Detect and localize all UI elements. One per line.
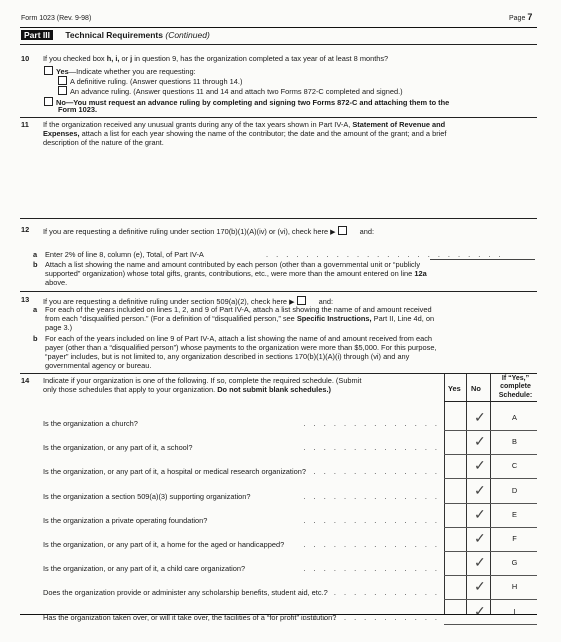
check-mark-icon[interactable]: ✓	[474, 555, 486, 572]
q14-schedule-letter: C	[511, 461, 518, 471]
q14-number: 14	[21, 376, 30, 385]
q12-rule	[20, 291, 537, 292]
q14-line2	[43, 386, 331, 395]
q12-b-line3: above.	[45, 278, 68, 287]
q10-no-text-1: —You must request an advance ruling by completing and signing two Forms 872-C and attaching them to the	[65, 98, 450, 107]
q14-yes-cell[interactable]	[446, 577, 464, 599]
col-divider-sched	[490, 374, 491, 614]
q12-a-text: Enter 2% of line 8, column (e), Total, of Part IV-A	[45, 250, 204, 259]
q14-row-question: Is the organization, or any part of it, a hospital or medical research organization?	[43, 467, 306, 477]
q14-row-question: Is the organization a private operating foundation?	[43, 515, 208, 525]
q14-yes-cell[interactable]	[446, 602, 464, 624]
q10-opt-b-text: An advance ruling. (Answer questions 11 and 14 and attach two Forms 872-C completed and signed.)	[70, 87, 403, 96]
arrow-icon: ▶	[330, 229, 336, 236]
q10-text-c: or	[121, 54, 129, 63]
q14-row-question: Is the organization, or any part of it, a child care organization?	[43, 564, 246, 574]
q10-yes-label: Yes	[56, 67, 69, 76]
q12-b-line1: Attach a list showing the name and amount contributed by each person (other than a governmental unit or “publicly	[45, 260, 421, 269]
q13-a-line2b: Specific Instructions,	[296, 314, 372, 323]
q12-a-letter: a	[33, 250, 38, 259]
check-mark-icon[interactable]: ✓	[474, 458, 486, 475]
arrow-icon: ▶	[289, 299, 295, 306]
q13-a-line1: For each of the years included on lines 1, 2, and 9 of Part IV-A, attach a list showing the name of and amount received	[45, 305, 432, 314]
check-mark-icon[interactable]: ✓	[474, 482, 486, 499]
row-rule	[444, 551, 537, 552]
q12-number: 12	[21, 225, 30, 234]
q10-opt-a-text: A definitive ruling. (Answer questions 11 through 14.)	[70, 77, 243, 86]
q12-and: and:	[359, 227, 375, 236]
q14-row-question: Is the organization a section 509(a)(3) supporting organization?	[43, 491, 251, 501]
q12-b-line2	[45, 270, 427, 279]
col-sched-3: Schedule:	[498, 391, 533, 399]
q13-a-line2	[45, 315, 434, 324]
q13-text: If you are requesting a definitive ruling under section 509(a)(2), check here	[43, 297, 288, 306]
q10-rule	[20, 117, 537, 118]
q14-schedule-letter: I	[513, 606, 516, 616]
check-mark-icon[interactable]: ✓	[474, 603, 486, 620]
q14-header-rule	[444, 401, 537, 402]
q14-schedule-letter: H	[511, 582, 518, 592]
q10-no-row[interactable]	[44, 97, 449, 108]
leader-dots: . . . . . . . . . . . . . .	[303, 612, 440, 622]
col-divider-no	[466, 374, 467, 614]
q13-a-line2c: Part II, Line 4d, on	[373, 314, 435, 323]
header-rule	[20, 27, 537, 28]
q10-yes-text: —Indicate whether you are requesting:	[68, 67, 196, 76]
q10-opt-b-row[interactable]	[58, 86, 403, 97]
q12-a-amount-field[interactable]	[430, 259, 535, 260]
col-yes-header: Yes	[448, 384, 461, 393]
q10-opt-a-checkbox[interactable]	[58, 76, 67, 85]
q14-line2b: Do not submit blank schedules.)	[217, 385, 331, 394]
q13-a-line3: page 3.)	[45, 323, 73, 332]
q11-rule	[20, 218, 537, 219]
q10-no-checkbox[interactable]	[44, 97, 53, 106]
q10-no-text-2: Form 1023.	[58, 105, 98, 114]
leader-dots: . . . . . . . . . . . . . .	[303, 515, 440, 525]
leader-dots: . . . . . . . . . . . . . .	[303, 467, 440, 477]
q14-schedule-letter: B	[512, 437, 517, 447]
q14-yes-cell[interactable]	[446, 553, 464, 575]
q11-line2b: attach a list for each year showing the name of the contributor; the date and the amount of the grant; and a brief	[81, 129, 447, 138]
col-sched-header	[493, 375, 538, 400]
row-rule	[444, 454, 537, 455]
q13-checkbox[interactable]	[297, 296, 306, 305]
q12-b-letter: b	[33, 260, 38, 269]
q12-question	[43, 226, 374, 238]
part-rule	[20, 44, 537, 45]
q12-checkbox[interactable]	[338, 226, 347, 235]
col-no-header: No	[471, 384, 481, 393]
q14-line2a: only those schedules that apply to your organization.	[43, 385, 216, 394]
q14-schedule-letter: G	[511, 558, 518, 568]
q14-yes-cell[interactable]	[446, 529, 464, 551]
bottom-rule	[20, 614, 537, 615]
q10-opt-a-row[interactable]	[58, 76, 242, 87]
q12-a-leader-dots: . . . . . . . . . . . . . . . . . . . . . . . .	[266, 250, 504, 259]
q11-line1b: Statement of Revenue and	[352, 120, 446, 129]
leader-dots: . . . . . . . . . . . . . .	[303, 564, 440, 574]
q14-schedule-letter: D	[511, 485, 518, 495]
check-mark-icon[interactable]: ✓	[474, 434, 486, 451]
col-sched-1: If “Yes,”	[501, 375, 530, 382]
q10-text-d: j	[130, 54, 133, 63]
q14-row-question: Does the organization provide or administer any scholarship benefits, student aid, etc.?	[43, 588, 328, 598]
q12-text: If you are requesting a definitive ruling under section 170(b)(1)(A)(iv) or (vi), check here	[43, 227, 329, 236]
row-rule	[444, 599, 537, 600]
leader-dots: . . . . . . . . . . . . . .	[303, 491, 440, 501]
q11-line3: description of the nature of the grant.	[43, 138, 164, 147]
form-id: Form 1023 (Rev. 9-98)	[21, 15, 92, 22]
q10-yes-checkbox[interactable]	[44, 66, 53, 75]
q14-row-question: Is the organization, or any part of it, a home for the aged or handicapped?	[43, 540, 285, 549]
leader-dots: . . . . . . . . . . . . . .	[303, 540, 440, 549]
q14-line1: Indicate if your organization is one of the following. If so, complete the required schedule. (Submit	[43, 376, 362, 385]
q13-b-line1: For each of the years included on line 9 of Part IV-A, attach a list showing the name of and amount received from each	[45, 334, 432, 343]
q13-b-line2: payer (other than a “disqualified person”) whose payments to the organization were more than $5,000. For this purpose,	[45, 343, 437, 352]
part-label: Part III	[21, 30, 53, 40]
page-num: 7	[527, 12, 533, 22]
q13-a-letter: a	[33, 305, 38, 314]
row-rule	[444, 503, 537, 504]
q10-no-label: No	[56, 98, 66, 107]
part-title: Technical Requirements	[65, 30, 163, 40]
q14-schedule-letter: A	[512, 413, 517, 422]
q14-schedule-letter: E	[512, 509, 517, 519]
check-mark-icon[interactable]: ✓	[474, 506, 486, 523]
q14-row-question: Is the organization a church?	[43, 419, 138, 428]
q10-opt-b-checkbox[interactable]	[58, 86, 67, 95]
q11-line1a: If the organization received any unusual grants during any of the tax years shown in Part IV-A,	[43, 120, 351, 129]
row-rule	[444, 624, 537, 625]
q13-and: and:	[318, 297, 333, 306]
q10-no-text-2-wrap	[58, 106, 97, 115]
leader-dots: . . . . . . . . . . . . . .	[303, 419, 440, 428]
row-rule	[444, 478, 537, 479]
row-rule	[444, 430, 537, 431]
q14-row-question: Is the organization, or any part of it, a school?	[43, 443, 193, 453]
q10-text-e: in question 9, has the organization completed a tax year of at least 8 months?	[134, 54, 389, 63]
q14-yes-cell[interactable]	[446, 432, 464, 454]
page-number	[509, 13, 532, 23]
q11-number: 11	[21, 120, 29, 129]
q12-b-line2b: 12a	[414, 269, 427, 278]
page-word: Page	[509, 15, 526, 22]
q10-text-b: h, i,	[106, 54, 120, 63]
check-mark-icon[interactable]: ✓	[474, 410, 486, 426]
q14-yes-cell[interactable]	[446, 481, 464, 503]
q13-rule	[20, 373, 537, 374]
q13-b-letter: b	[33, 334, 38, 343]
q14-yes-cell[interactable]	[446, 456, 464, 478]
leader-dots: . . . . . . . . . . . . . .	[303, 443, 440, 453]
check-mark-icon[interactable]: ✓	[474, 579, 486, 596]
q14-yes-cell[interactable]	[446, 505, 464, 527]
col-sched-2: complete	[500, 383, 531, 391]
row-rule	[444, 527, 537, 528]
check-mark-icon[interactable]: ✓	[474, 531, 486, 547]
q14-schedule-letter: F	[512, 534, 517, 543]
q10-question	[43, 55, 388, 64]
part-title-suffix: (Continued)	[165, 30, 210, 40]
q10-number: 10	[21, 54, 30, 63]
q10-yes-row[interactable]	[44, 66, 196, 77]
q12-b-line2a: supported” organization) whose total gifts, grants, contributions, etc., were more than the amount entered on line	[45, 269, 413, 278]
col-divider-yes	[444, 374, 445, 614]
leader-dots: . . . . . . . . . . . . . .	[303, 588, 440, 598]
q13-a-line2a: from each “disqualified person.” (For a definition of “disqualified person,” see	[45, 314, 295, 323]
q13-b-line4: governmental agency or bureau.	[45, 361, 152, 370]
q13-b-line3: “payer” includes, but is not limited to, any organization described in sections 170(b)(1)(A)(i) through (vi) and any	[45, 352, 410, 361]
part-header	[21, 30, 210, 41]
q13-number: 13	[21, 295, 30, 304]
q10-text-a: If you checked box	[43, 54, 105, 63]
row-rule	[444, 575, 537, 576]
q14-yes-cell[interactable]	[446, 408, 464, 430]
q11-line2a: Expenses,	[43, 129, 80, 138]
q14-row-question: Has the organization taken over, or will it take over, the facilities of a “for profit” institution?	[43, 612, 337, 622]
